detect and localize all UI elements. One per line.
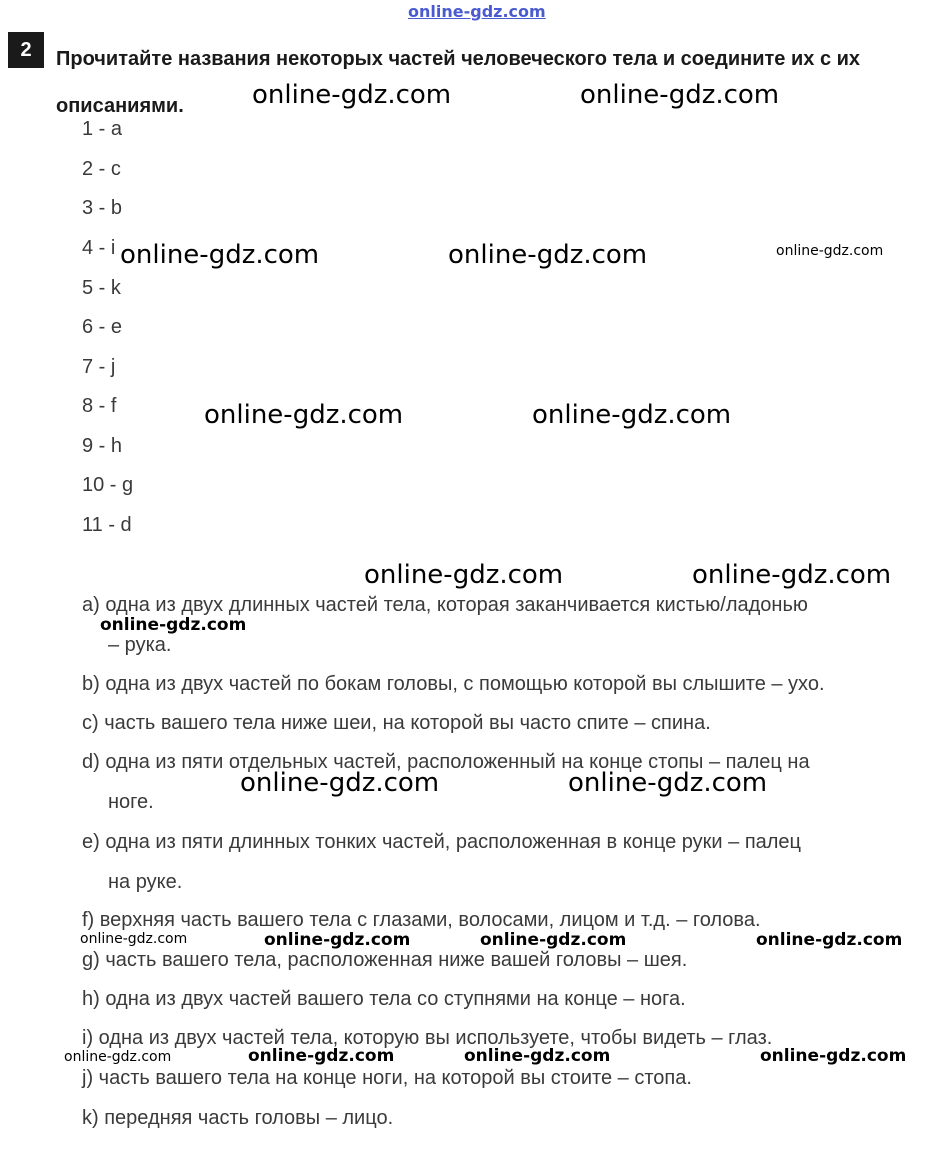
description-line: f) верхняя часть вашего тела с глазами, волосами, лицом и т.д. – голова. (82, 909, 761, 931)
answer-item: 4 - i (82, 237, 116, 259)
watermark: online-gdz.com (248, 1046, 395, 1066)
watermark: online-gdz.com (240, 768, 440, 798)
watermark-top: online-gdz.com (408, 2, 546, 21)
watermark: online-gdz.com (204, 400, 404, 430)
description-line: e) одна из пяти длинных тонких частей, расположенная в конце руки – палец (82, 831, 802, 853)
answer-item: 2 - c (82, 158, 121, 180)
description-item (82, 664, 927, 704)
description-item (82, 822, 927, 902)
watermark: online-gdz.com (756, 930, 903, 950)
description-line: a) одна из двух длинных частей тела, которая заканчивается кистью/ладонью (82, 594, 808, 616)
description-line: j) часть вашего тела на конце ноги, на которой вы стоите – стопа. (82, 1067, 692, 1089)
watermark: online-gdz.com (252, 80, 452, 110)
description-item (82, 1098, 927, 1138)
watermark: online-gdz.com (100, 615, 247, 635)
answer-item: 5 - k (82, 277, 121, 299)
watermark: online-gdz.com (448, 240, 648, 270)
watermark: online-gdz.com (532, 400, 732, 430)
answer-item: 7 - j (82, 356, 116, 378)
description-line: i) одна из двух частей тела, которую вы используете, чтобы видеть – глаз. (82, 1027, 773, 1049)
task-title: Прочитайте названия некоторых частей человеческого тела и соедините их с их описаниями. (56, 48, 861, 117)
answer-item: 9 - h (82, 435, 123, 457)
watermark: online-gdz.com (692, 560, 892, 590)
watermark: online-gdz.com (776, 243, 884, 259)
description-continuation: – рука. (108, 634, 172, 656)
watermark: online-gdz.com (364, 560, 564, 590)
description-item (82, 703, 927, 743)
description-line: k) передняя часть головы – лицо. (82, 1107, 394, 1129)
watermark: online-gdz.com (80, 931, 188, 947)
answer-item: 6 - e (82, 316, 123, 338)
description-item (82, 979, 927, 1019)
answer-item: 8 - f (82, 395, 117, 417)
description-continuation: на руке. (108, 871, 183, 893)
watermark: online-gdz.com (760, 1046, 907, 1066)
answer-item: 11 - d (82, 514, 132, 536)
watermark: online-gdz.com (120, 240, 320, 270)
description-line: h) одна из двух частей вашего тела со ступнями на конце – нога. (82, 988, 686, 1010)
watermark: online-gdz.com (480, 930, 627, 950)
watermark: online-gdz.com (580, 80, 780, 110)
watermark: online-gdz.com (64, 1049, 172, 1065)
answer-item: 1 - a (82, 118, 123, 140)
answer-item: 3 - b (82, 197, 123, 219)
watermark: online-gdz.com (264, 930, 411, 950)
description-line: b) одна из двух частей по бокам головы, с помощью которой вы слышите – ухо. (82, 673, 825, 695)
description-continuation: ноге. (108, 791, 154, 813)
watermark: online-gdz.com (464, 1046, 611, 1066)
answer-item: 10 - g (82, 474, 134, 496)
description-line: d) одна из пяти отдельных частей, расположенный на конце стопы – палец на (82, 751, 810, 773)
task-number-badge: 2 (8, 32, 44, 68)
watermark: online-gdz.com (568, 768, 768, 798)
description-line: c) часть вашего тела ниже шеи, на которой вы часто спите – спина. (82, 712, 711, 734)
description-line: g) часть вашего тела, расположенная ниже вашей головы – шея. (82, 949, 688, 971)
description-item (82, 742, 927, 822)
